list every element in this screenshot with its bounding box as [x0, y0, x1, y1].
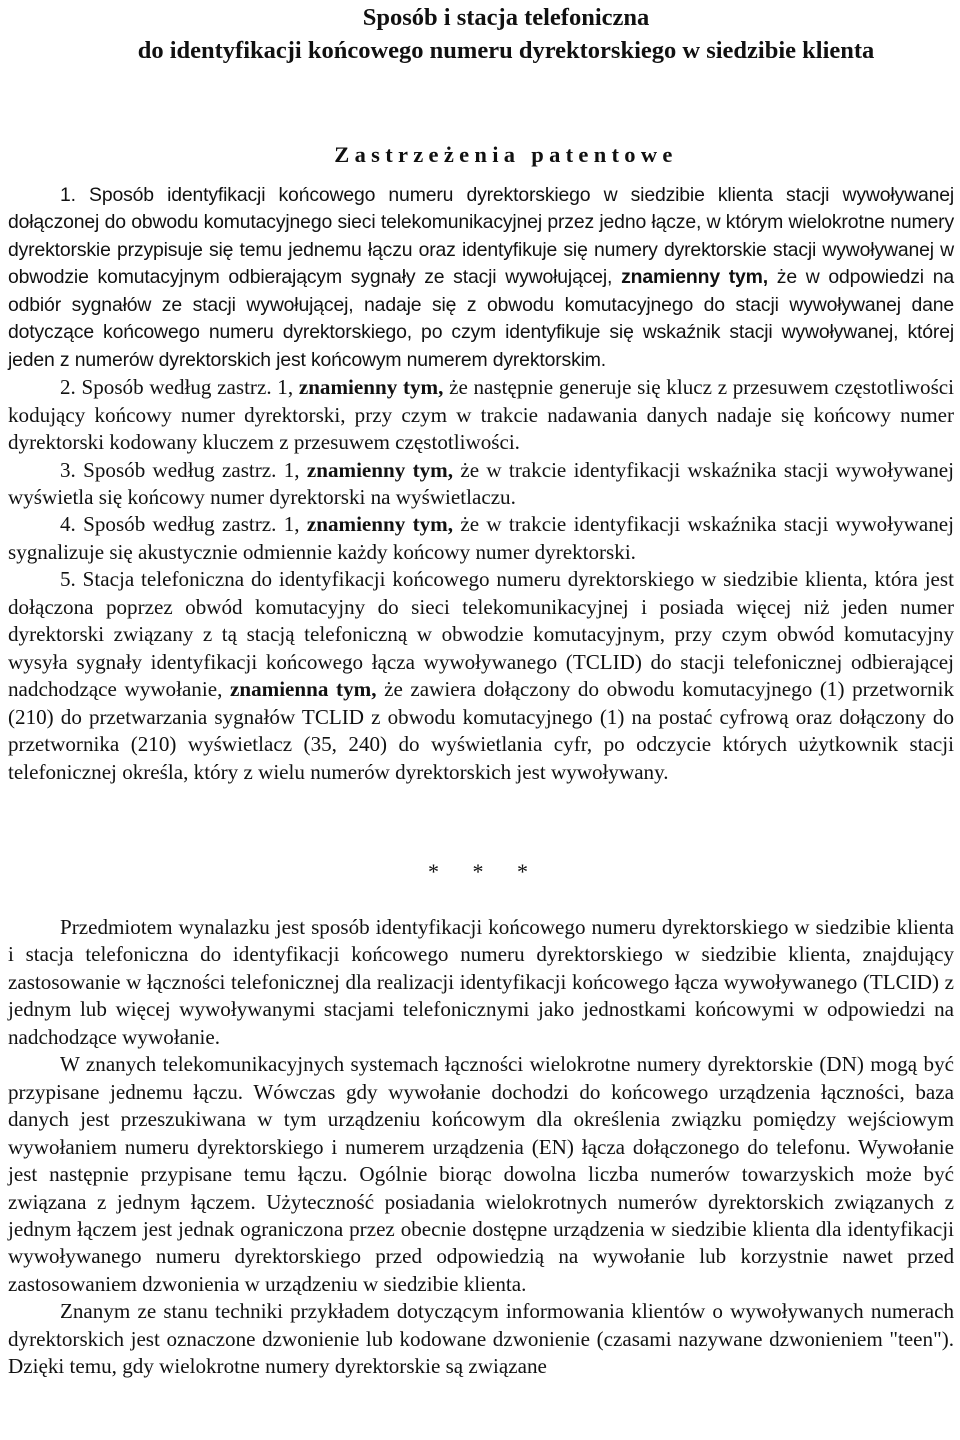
claims-section: [8, 182, 954, 786]
claim-1: [8, 182, 954, 374]
description-paragraph-2: W znanych telekomunikacyjnych systemach łączności wielokrotne numery dyrektorskie (DN) mogą być przypisane jednemu łączu. Wówczas gdy wywołanie dochodzi do końcowego urządzenia łączności, baza danych jest przeszukiwana w tym urządzeniu końcowym dla określenia związku pomiędzy wejściowym wywołaniem numeru dyrektorskiego i numerem urządzenia (EN) łącza dołączonego do telefonu. Wywołanie jest następnie przypisane temu łączu. Ogólnie biorąc dowolna liczba numerów towarzyskich może być związana z jednym łączem. Użyteczność posiadania wielokrotnych numerów dyrektorskich związanych z jednym łączem jest jednak ograniczona przez obecnie dostępne urządzenia w siedzibie klienta dla identyfikacji wywoływanego numeru dyrektorskiego przed odpowiedzią na wywołanie lub korzystnie nawet przed zastosowaniem dzwonienia w urządzeniu w siedzibie klienta.: [8, 1052, 954, 1296]
claim-4: [8, 511, 954, 566]
claim-2-text: 2. Sposób według zastrz. 1,: [60, 375, 299, 400]
claim-1-text: 1. Sposób identyfikacji końcowego numeru dyrektorskiego w siedzibie klienta stacji wywoływanej dołączonej do obwodu komutacyjnego sieci telekomunikacyjnej przez jedno łącze, w którym wielokrotne numery dyrektorskie przypisuje się temu jednemu łączu oraz identyfikuje się numery dyrektorskie stacji wywoływanej w obwodzie komutacyjnym odbierającym sygnały ze stacji wywołującej,: [8, 184, 954, 289]
claim-2-text-cont: że następnie generuje się klucz z przesuwem częstotliwości kodujący końcowy numer dyrektorski, przy czym w trakcie nadawania danych nadaje się końcowy numer dyrektorski kodowany kluczem z przesuwem częstotliwości.: [8, 375, 955, 455]
title-line-2: do identyfikacji końcowego numeru dyrektorskiego w siedzibie klienta: [137, 37, 875, 64]
claim-3-keyword: znamienny tym,: [306, 457, 454, 482]
claim-3: [8, 457, 954, 512]
claim-5-text: 5. Stacja telefoniczna do identyfikacji końcowego numeru dyrektorskiego w siedzibie klienta, która jest dołączona poprzez obwód komutacyjny do sieci telekomunikacyjnej i posiada więcej niż jeden numer dyrektorski związany z tą stacją telefoniczną w obwodzie komutacyjnym, przy czym obwód komutacyjny wysyła sygnały identyfikacji końcowego łącza wywoływanego (TCLID) do stacji telefonicznej odbierającej nadchodzące wywołanie,: [8, 567, 954, 702]
claim-5: [8, 566, 954, 786]
claim-4-text-cont: że w trakcie identyfikacji wskaźnika stacji wywoływanej sygnalizuje się akustycznie odmiennie każdy końcowy numer dyrektorski.: [8, 512, 954, 564]
description-paragraph-1: Przedmiotem wynalazku jest sposób identyfikacji końcowego numeru dyrektorskiego w siedzibie klienta i stacja telefoniczna do identyfikacji końcowego numeru dyrektorskiego w siedzibie klienta, znajdujący zastosowanie w łączności telefonicznej dla realizacji identyfikacji końcowego łącza wywoływanego (TLCID) z jednym lub więcej wywoływanymi stacjami telefonicznymi jako jednostkami końcowymi w odpowiedzi na nadchodzące wywołanie.: [8, 914, 954, 1049]
description-paragraph-3: Znanym ze stanu techniki przykładem dotyczącym informowania klientów o wywoływanych numerach dyrektorskich jest oznaczone dzwonienie lub kodowane dzwonienie (czasami nazywane dzwonieniem "teen"). Dzięki temu, gdy wielokrotne numery dyrektorskie są związane: [8, 1299, 954, 1379]
claim-2-keyword: znamienny tym,: [298, 375, 444, 400]
section-separator: * * *: [428, 858, 542, 884]
claims-heading: Zastrzeżenia patentowe: [334, 142, 678, 167]
claim-4-keyword: znamienny tym,: [306, 512, 454, 537]
claim-1-keyword: znamienny tym,: [621, 266, 769, 289]
claim-1-text-cont: że w odpowiedzi na odbiór sygnałów ze stacji wywołującej, nadaje się z obwodu komutacyjnego do stacji wywoływanej dane dotyczące końcowego numeru dyrektorskiego, po czym identyfikuje się wskaźnik stacji wywoływanej, której jeden z numerów dyrektorskich jest końcowym numerem dyrektorskim.: [8, 266, 954, 371]
title-line-1: Sposób i stacja telefoniczna: [362, 4, 650, 31]
document-title: [8, 0, 954, 67]
description-section: [8, 914, 954, 1381]
claim-4-text: 4. Sposób według zastrz. 1,: [60, 512, 307, 537]
claim-2: [8, 374, 954, 456]
claim-3-text: 3. Sposób według zastrz. 1,: [60, 457, 307, 482]
claim-5-keyword: znamienna tym,: [229, 677, 377, 702]
claim-3-text-cont: że w trakcie identyfikacji wskaźnika stacji wywoływanej wyświetla się końcowy numer dyrektorski na wyświetlaczu.: [8, 457, 954, 509]
claim-5-text-cont: że zawiera dołączony do obwodu komutacyjnego (1) przetwornik (210) do przetwarzania sygnałów TCLID z obwodu komutacyjnego (1) na postać cyfrową oraz dołączony do przetwornika (210) wyświetlacz (35, 240) do wyświetlania cyfr, po odczycie których użytkownik stacji telefonicznej określa, który z wielu numerów dyrektorskich jest wywoływany.: [8, 677, 954, 784]
